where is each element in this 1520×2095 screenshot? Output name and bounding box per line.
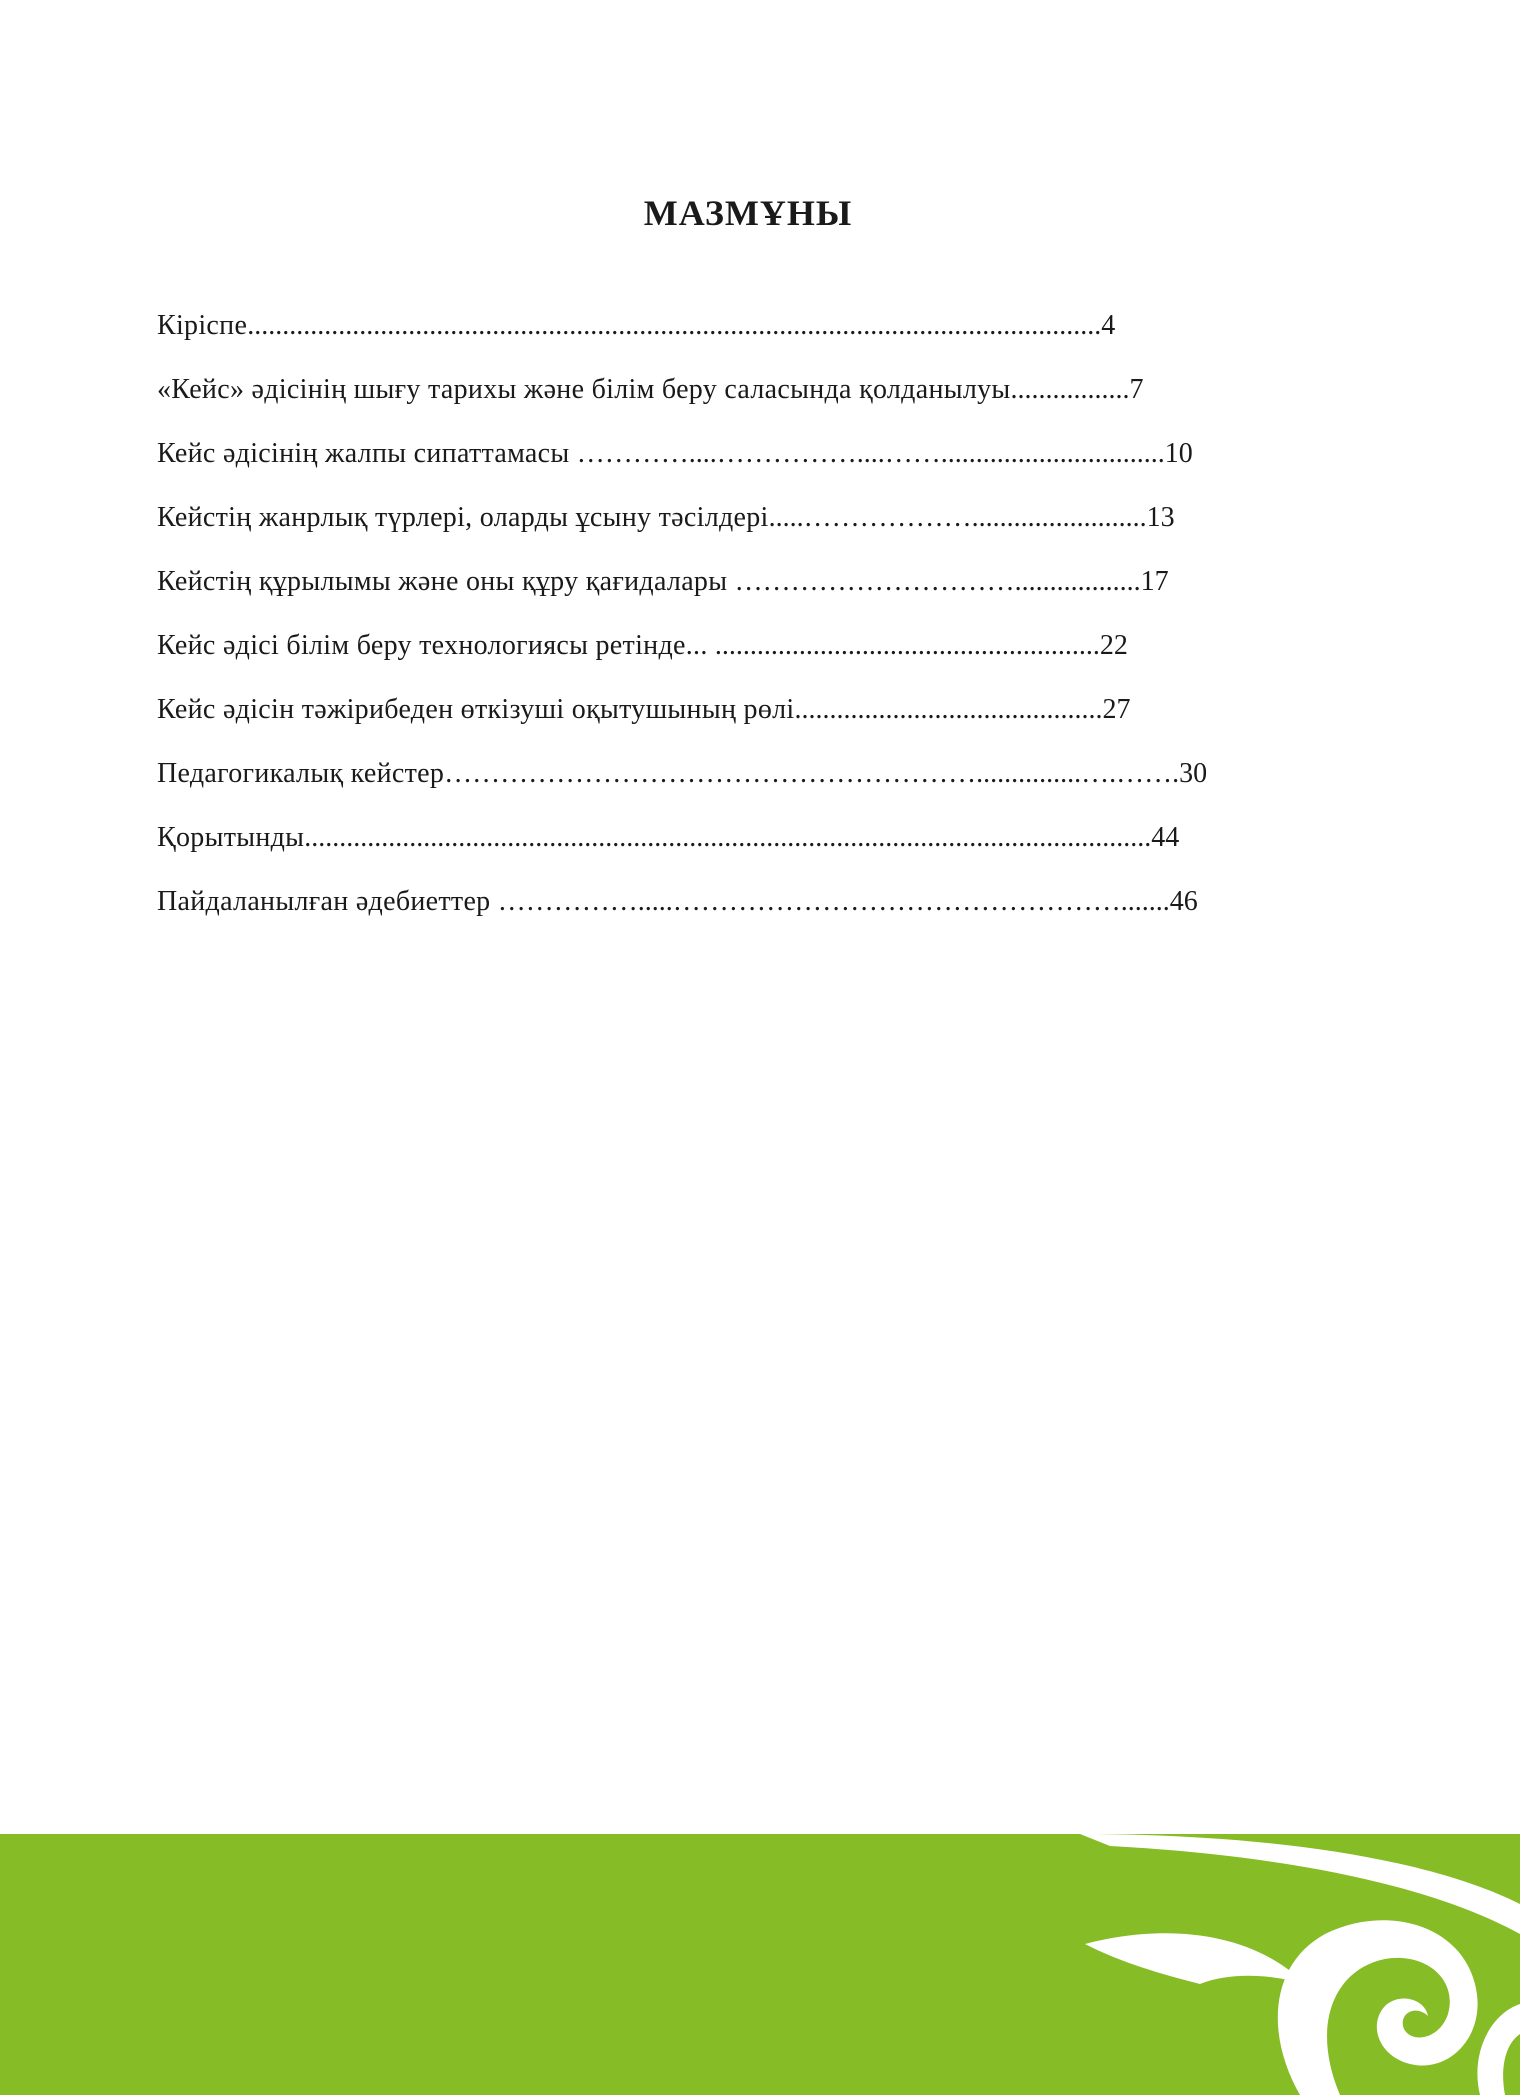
toc-entry-title: Кейстің жанрлық түрлері, оларды ұсыну тәсілдері <box>157 502 769 533</box>
toc-entry-title: Кіріспе <box>157 310 248 341</box>
toc-entry-page: 7 <box>1129 374 1144 405</box>
toc-entry-page: 44 <box>1151 822 1180 853</box>
toc-entry[interactable] <box>157 562 1322 626</box>
toc-entry-leader: ............................................ <box>794 694 1103 725</box>
footer-ornament-band <box>0 1834 1520 2095</box>
toc-entry-page: 46 <box>1169 886 1198 917</box>
toc-entry[interactable] <box>157 882 1322 946</box>
toc-entry-leader: …………………………………………………...............….……. <box>444 758 1180 789</box>
toc-entry-title: «Кейс» әдісінің шығу тарихы және білім беру саласында қолданылуы <box>157 374 1011 405</box>
toc-entry[interactable] <box>157 370 1322 434</box>
toc-entry[interactable] <box>157 306 1322 370</box>
toc-entry-leader: ......................................................................................................................... <box>304 822 1152 853</box>
toc-entry[interactable] <box>157 498 1322 562</box>
toc-entry-leader: ................. <box>1010 374 1130 405</box>
toc-entry[interactable] <box>157 434 1322 498</box>
toc-entry-leader: ………………………….................. <box>734 566 1141 597</box>
toc-entry-leader: .......................................................................................................................... <box>247 310 1102 341</box>
toc-entry-page: 13 <box>1146 502 1175 533</box>
toc-entry-title: Қорытынды <box>157 822 305 853</box>
table-of-contents <box>157 306 1322 946</box>
toc-entry-page: 17 <box>1140 566 1169 597</box>
toc-entry-title: Пайдаланылған әдебиеттер <box>157 886 498 917</box>
toc-entry-title: Педагогикалық кейстер <box>157 758 445 789</box>
toc-entry-title: Кейс әдісін тәжірибеден өткізуші оқытушының рөлі <box>157 694 795 725</box>
toc-entry[interactable] <box>157 818 1322 882</box>
toc-entry-title: Кейс әдісі білім беру технологиясы ретінде... <box>157 630 715 661</box>
toc-entry-title: Кейс әдісінің жалпы сипаттамасы <box>157 438 577 469</box>
toc-entry-page: 22 <box>1099 630 1128 661</box>
toc-entry-title: Кейстің құрылымы және оны құру қағидалары <box>157 566 735 597</box>
page-title: МАЗМҰНЫ <box>643 193 853 234</box>
toc-entry-leader: …………….....…………………………………………....... <box>497 886 1170 917</box>
toc-entry-leader: .....………………......................... <box>768 502 1147 533</box>
toc-entry-leader: ....................................................... <box>714 630 1100 661</box>
toc-entry-page: 30 <box>1179 758 1208 789</box>
toc-entry[interactable] <box>157 626 1322 690</box>
toc-entry-leader: …………....……………....……................................ <box>576 438 1165 469</box>
toc-entry[interactable] <box>157 690 1322 754</box>
toc-entry-page: 27 <box>1102 694 1131 725</box>
toc-entry-page: 10 <box>1164 438 1193 469</box>
toc-entry[interactable] <box>157 754 1322 818</box>
toc-entry-page: 4 <box>1101 310 1116 341</box>
